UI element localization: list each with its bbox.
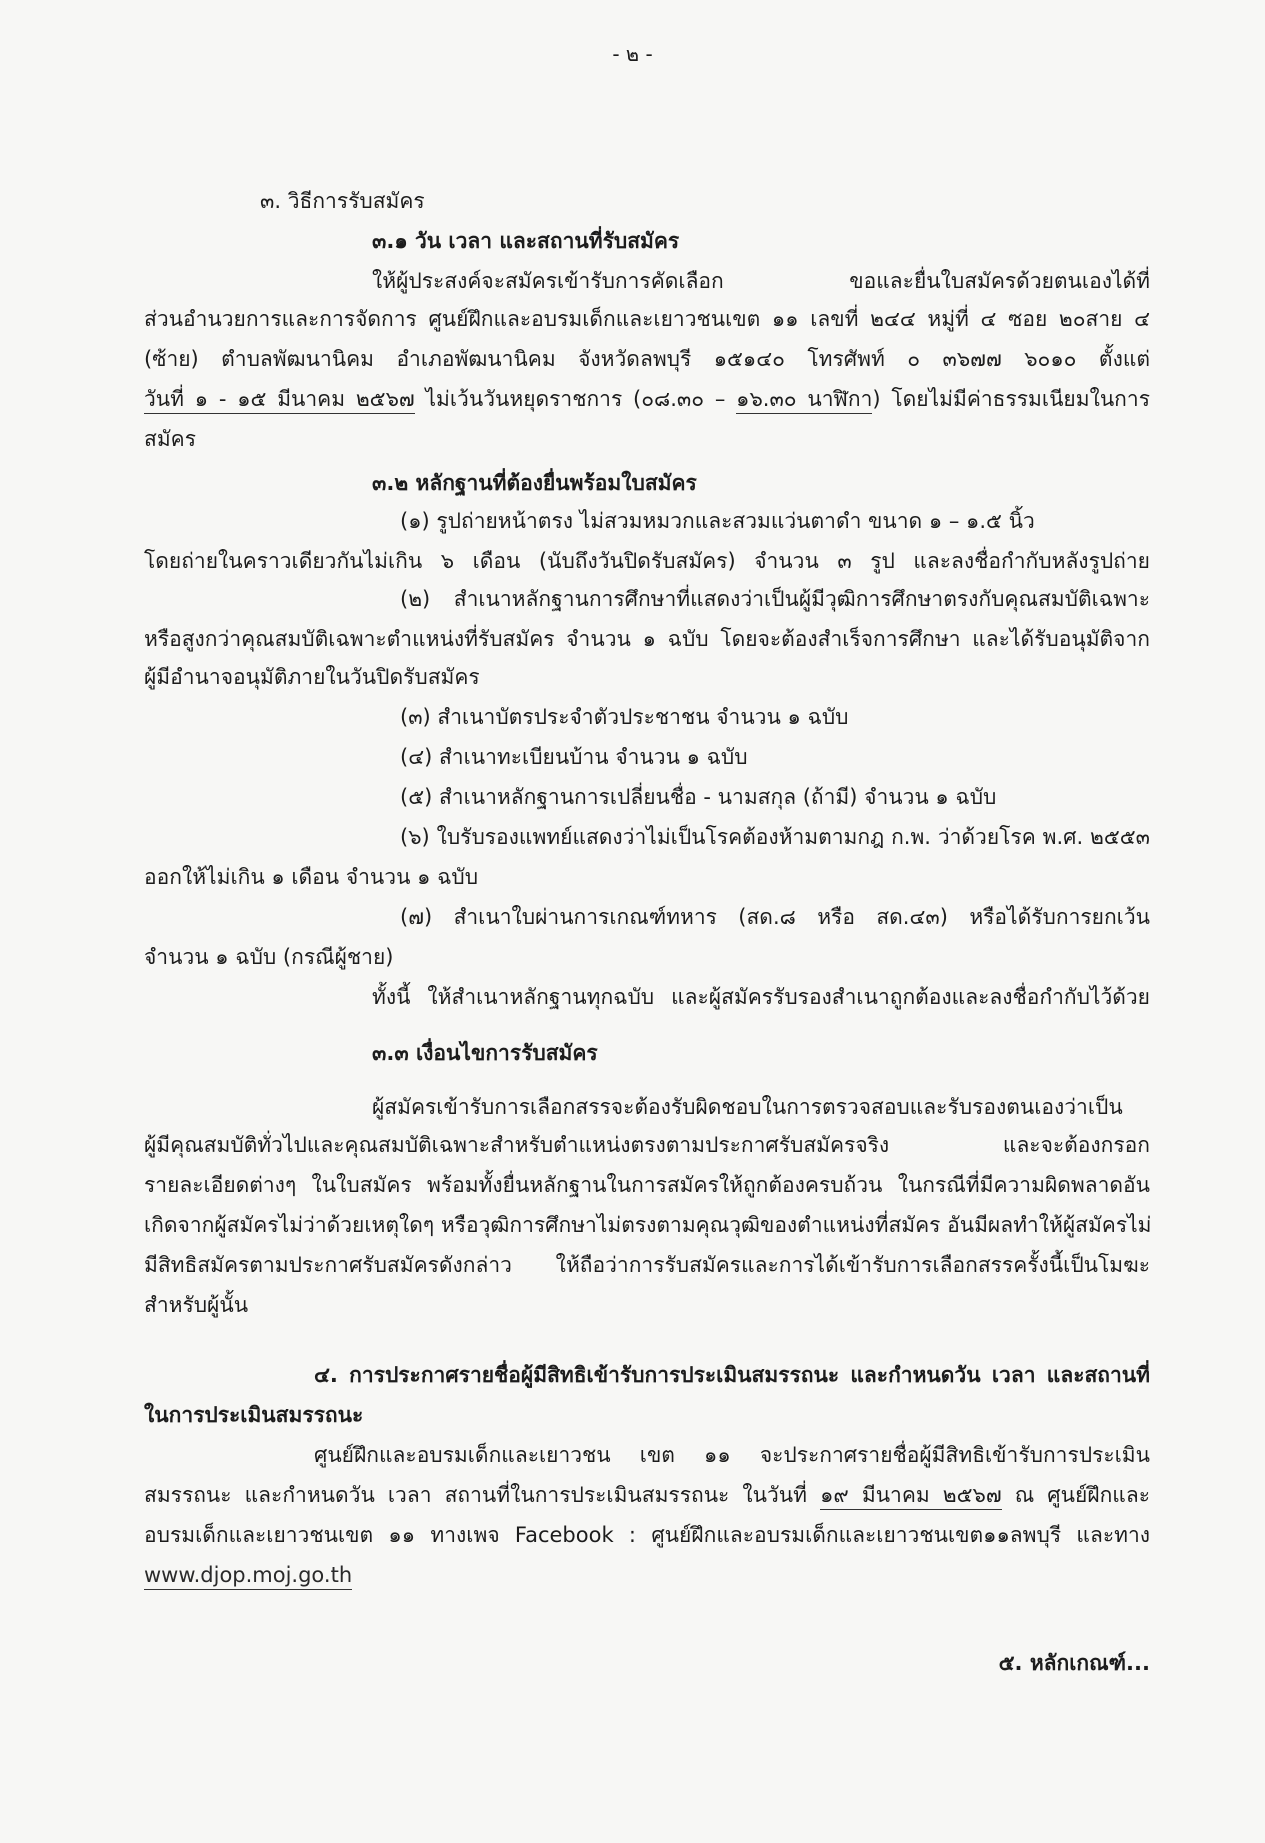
paragraph-line: ส่วนอำนวยการและการจัดการ ศูนย์ฝึกและอบรมเด็กและเยาวชนเขต ๑๑ เลขที่ ๒๔๔ หมู่ที่ ๔ ซอย ๒๐สาย ๔ [144, 307, 1150, 331]
section-4-heading: ๔. การประกาศรายชื่อผู้มีสิทธิเข้ารับการประเมินสมรรถนะ และกำหนดวัน เวลา และสถานที่ [314, 1363, 1150, 1387]
paragraph-line: ผู้มีคุณสมบัติทั่วไปและคุณสมบัติเฉพาะสำหรับตำแหน่งตรงตามประกาศรับสมัครจริง และจะต้องกรอก [144, 1133, 1150, 1157]
page-number: - ๒ - [612, 42, 653, 66]
section-3-3-heading: ๓.๓ เงื่อนไขการรับสมัคร [372, 1041, 598, 1065]
paragraph-line: โดยถ่ายในคราวเดียวกันไม่เกิน ๖ เดือน (นับถึงวันปิดรับสมัคร) จำนวน ๓ รูป และลงชื่อกำกับหลังรูปถ่าย [144, 549, 1150, 573]
list-item: (๖) ใบรับรองแพทย์แสดงว่าไม่เป็นโรคต้องห้ามตามกฎ ก.พ. ว่าด้วยโรค พ.ศ. ๒๕๕๓ [400, 825, 1150, 849]
paragraph-line: มีสิทธิสมัครตามประกาศรับสมัครดังกล่าว ให้ถือว่าการรับสมัครและการได้เข้ารับการเลือกสรรครั้งนี้เป็นโมฆะ [144, 1253, 1150, 1277]
paragraph-line: สมัคร [144, 427, 196, 451]
paragraph-line: หรือสูงกว่าคุณสมบัติเฉพาะตำแหน่งที่รับสมัคร จำนวน ๑ ฉบับ โดยจะต้องสำเร็จการศึกษา และได้รับอนุมัติจาก [144, 627, 1150, 651]
paragraph-line: ผู้มีอำนาจอนุมัติภายในวันปิดรับสมัคร [144, 665, 480, 689]
list-item: (๒) สำเนาหลักฐานการศึกษาที่แสดงว่าเป็นผู้มีวุฒิการศึกษาตรงกับคุณสมบัติเฉพาะ [400, 587, 1150, 611]
website-link-line [144, 1560, 352, 1590]
list-item: (๔) สำเนาทะเบียนบ้าน จำนวน ๑ ฉบับ [400, 745, 748, 769]
paragraph-line: อบรมเด็กและเยาวชนเขต ๑๑ ทางเพจ Facebook : ศูนย์ฝึกและอบรมเด็กและเยาวชนเขต๑๑ลพบุรี และทาง [144, 1523, 1150, 1547]
section-3-2-heading: ๓.๒ หลักฐานที่ต้องยื่นพร้อมใบสมัคร [372, 471, 697, 495]
list-item: (๓) สำเนาบัตรประจำตัวประชาชน จำนวน ๑ ฉบับ [400, 705, 849, 729]
list-item: (๕) สำเนาหลักฐานการเปลี่ยนชื่อ - นามสกุล (ถ้ามี) จำนวน ๑ ฉบับ [400, 785, 997, 809]
list-item: (๑) รูปถ่ายหน้าตรง ไม่สวมหมวกและสวมแว่นตาดำ ขนาด ๑ – ๑.๕ นิ้ว [400, 509, 1035, 533]
continuation-note: ๕. หลักเกณฑ์... [998, 1651, 1150, 1675]
announcement-date: ๑๙ มีนาคม ๒๕๖๗ [820, 1483, 1002, 1510]
paragraph-line: สมรรถนะ และกำหนดวัน เวลา สถานที่ในการประเมินสมรรถนะ ในวันที่ ๑๙ มีนาคม ๒๕๖๗ ณ ศูนย์ฝึกและ [144, 1480, 1150, 1510]
paragraph-line: ผู้สมัครเข้ารับการเลือกสรรจะต้องรับผิดชอบในการตรวจสอบและรับรองตนเองว่าเป็น [372, 1095, 1123, 1119]
paragraph-line: ให้ผู้ประสงค์จะสมัครเข้ารับการคัดเลือก ขอและยื่นใบสมัครด้วยตนเองได้ที่ [372, 269, 1150, 293]
list-item: (๗) สำเนาใบผ่านการเกณฑ์ทหาร (สด.๘ หรือ สด.๔๓) หรือได้รับการยกเว้น [400, 905, 1150, 929]
paragraph-line: สำหรับผู้นั้น [144, 1293, 249, 1317]
section-3-1-heading: ๓.๑ วัน เวลา และสถานที่รับสมัคร [372, 229, 680, 253]
application-date-range: วันที่ ๑ - ๑๕ มีนาคม ๒๕๖๗ [144, 387, 415, 414]
website-link[interactable]: www.djop.moj.go.th [144, 1563, 352, 1590]
section-4-heading-cont: ในการประเมินสมรรถนะ [144, 1403, 364, 1427]
paragraph-line: (ซ้าย) ตำบลพัฒนานิคม อำเภอพัฒนานิคม จังหวัดลพบุรี ๑๕๑๔๐ โทรศัพท์ ๐ ๓๖๗๗ ๖๐๑๐ ตั้งแต่ [144, 347, 1150, 371]
closing-time: ๑๖.๓๐ นาฬิกา [736, 387, 872, 414]
paragraph-line: วันที่ ๑ - ๑๕ มีนาคม ๒๕๖๗ ไม่เว้นวันหยุดราชการ (๐๘.๓๐ – ๑๖.๓๐ นาฬิกา) โดยไม่มีค่าธรรมเนียมในการ [144, 384, 1150, 414]
paragraph-line: ศูนย์ฝึกและอบรมเด็กและเยาวชน เขต ๑๑ จะประกาศรายชื่อผู้มีสิทธิเข้ารับการประเมิน [314, 1443, 1150, 1467]
paragraph-line: จำนวน ๑ ฉบับ (กรณีผู้ชาย) [144, 945, 394, 969]
paragraph-line: ออกให้ไม่เกิน ๑ เดือน จำนวน ๑ ฉบับ [144, 865, 479, 889]
paragraph-line: รายละเอียดต่างๆ ในใบสมัคร พร้อมทั้งยื่นหลักฐานในการสมัครให้ถูกต้องครบถ้วน ในกรณีที่มีความผิดพลาดอัน [144, 1173, 1150, 1197]
section-3-heading: ๓. วิธีการรับสมัคร [260, 189, 425, 213]
paragraph-line: เกิดจากผู้สมัครไม่ว่าด้วยเหตุใดๆ หรือวุฒิการศึกษาไม่ตรงตามคุณวุฒิของตำแหน่งที่สมัคร อันมีผลทำให้ผู้สมัครไม่ [144, 1213, 1152, 1237]
paragraph-line: ทั้งนี้ ให้สำเนาหลักฐานทุกฉบับ และผู้สมัครรับรองสำเนาถูกต้องและลงชื่อกำกับไว้ด้วย [372, 985, 1150, 1009]
